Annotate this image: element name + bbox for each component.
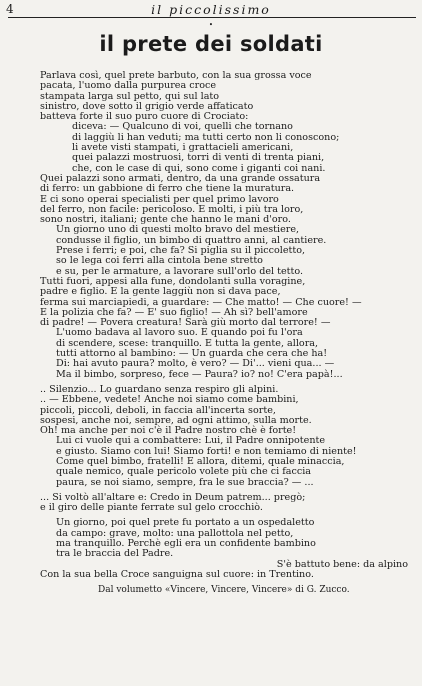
poem-line: tutti attorno al bambino: — Un guarda che cera che ha!: [56, 348, 328, 360]
source-credit: Dal volumetto «Vincere, Vincere, Vincere» di G. Zucco.: [98, 585, 350, 596]
running-title: il piccolissimo: [151, 2, 271, 17]
header-rule: [8, 17, 416, 18]
poem-line: S'è battuto bene: da alpino: [276, 558, 408, 570]
poem-line: condusse il figlio, un bimbo di quattro anni, al cantiere.: [56, 234, 327, 246]
article-title: il prete dei soldati: [99, 32, 323, 56]
poem-line: L'uomo badava al lavoro suo. E quando poi fu l'ora: [56, 327, 303, 339]
page-number: 4: [6, 2, 14, 16]
ornament-bullet: •: [208, 21, 214, 29]
poem-line: che, con le case di qui, sono come i giganti coi nani.: [72, 162, 326, 174]
poem-line: paura, se noi siamo, sempre, fra le sue braccia? — ...: [56, 476, 314, 488]
poem-line: .. — Ebbene, vedete! Anche noi siamo come bambini,: [40, 394, 299, 406]
poem-line: li avete visti stampati, i grattacieli americani,: [72, 142, 294, 154]
poem-line: Ma il bimbo, sorpreso, fece — Paura? io? no! C'era papà!...: [56, 368, 343, 380]
poem-line: sospesi, anche noi, sempre, ad ogni attimo, sulla morte.: [40, 414, 312, 426]
poem-line: stampata larga sul petto, qui sul lato: [40, 90, 220, 102]
poem-line: del ferro, non facile: pericoloso. E molti, i più tra loro,: [40, 203, 304, 215]
poem-body: [40, 71, 412, 596]
poem-line: Prese i ferri; e poi, che fa? Si piglia su il piccoletto,: [56, 245, 306, 257]
poem-line: ... Si voltò all'altare e: Credo in Deum patrem... pregò;: [40, 491, 306, 503]
poem-line: e il giro delle piante ferrate sul gelo crocchiò.: [40, 502, 263, 514]
poem-line: sinistro, dove sotto il grigio verde affaticato: [40, 100, 254, 112]
poem-line: Di: hai avuto paura? molto, è vero? — Di'... vieni qua... —: [56, 358, 335, 370]
poem-line: sono nostri, italiani; gente che hanno le mani d'oro.: [40, 214, 291, 226]
page-header: [6, 2, 416, 18]
poem-line: E la polizia che fa? — E' suo figlio! — Ah sì? bell'amore: [40, 306, 308, 318]
poem-line: Con la sua bella Croce sanguigna sul cuore: in Trentino.: [40, 568, 314, 580]
poem-line: tra le braccia del Padre.: [56, 548, 174, 560]
poem-line: quale nemico, quale pericolo volete più che ci faccia: [56, 466, 311, 478]
poem-line: di padre! — Povera creatura! Sarà giù morto dal terrore! —: [40, 317, 331, 329]
poem-line: e giusto. Siamo con lui! Siamo forti! e non temiamo di niente!: [56, 445, 357, 457]
poem-line: ferma sui marciapiedi, a guardare: — Che matto! — Che cuore! —: [40, 296, 362, 308]
poem-line: di scendere, scese: tranquillo. E tutta la gente, allora,: [56, 337, 319, 349]
poem-line: Un giorno uno di questi molto bravo del mestiere,: [56, 224, 300, 236]
poem-line: Come quel bimbo, fratelli! E allora, ditemi, quale minaccia,: [56, 455, 345, 467]
poem-line: padre e figlio. E la gente laggiù non si dava pace,: [40, 286, 281, 298]
poem-line: ma tranquillo. Perchè egli era un confidente bambino: [56, 538, 316, 550]
poem-line: quei palazzi mostruosi, torri di venti di trenta piani,: [72, 152, 325, 164]
poem-line: diceva: — Qualcuno di voi, quelli che tornano: [72, 121, 293, 133]
poem-line: piccoli, piccoli, deboli, in faccia all'incerta sorte,: [40, 404, 276, 416]
poem-line: da campo: grave, molto: una pallottola nel petto,: [56, 527, 294, 539]
poem-line: e su, per le armature, a lavorare sull'orlo del tetto.: [56, 265, 304, 277]
poem-line: E ci sono operai specialisti per quel primo lavoro: [40, 193, 279, 205]
poem-line: Parlava così, quel prete barbuto, con la sua grossa voce: [40, 70, 312, 81]
poem-line: Un giorno, poi quel prete fu portato a un ospedaletto: [56, 517, 315, 529]
poem-line: Lui ci vuole qui a combattere: Lui, il Padre onnipotente: [56, 435, 326, 447]
poem-line: di ferro: un gabbione di ferro che tiene la muratura.: [40, 183, 295, 195]
poem-line: di laggiù li han veduti; ma tutti certo non li conoscono;: [72, 131, 340, 143]
poem-line: Quei palazzi sono armati, dentro, da una grande ossatura: [40, 172, 321, 184]
poem-line: Oh! ma anche per noi c'è il Padre nostro chè è forte!: [40, 425, 297, 437]
poem-line: pacata, l'uomo dalla purpurea croce: [40, 80, 217, 92]
poem-line: batteva forte il suo puro cuore di Crociato:: [40, 111, 249, 123]
poem-line: Tutti fuori, appesi alla fune, dondolanti sulla voragine,: [40, 275, 306, 287]
poem-line: so le lega coi ferri alla cintola bene stretto: [56, 255, 263, 267]
poem-line: .. Silenzio... Lo guardano senza respiro gli alpini.: [40, 383, 279, 395]
